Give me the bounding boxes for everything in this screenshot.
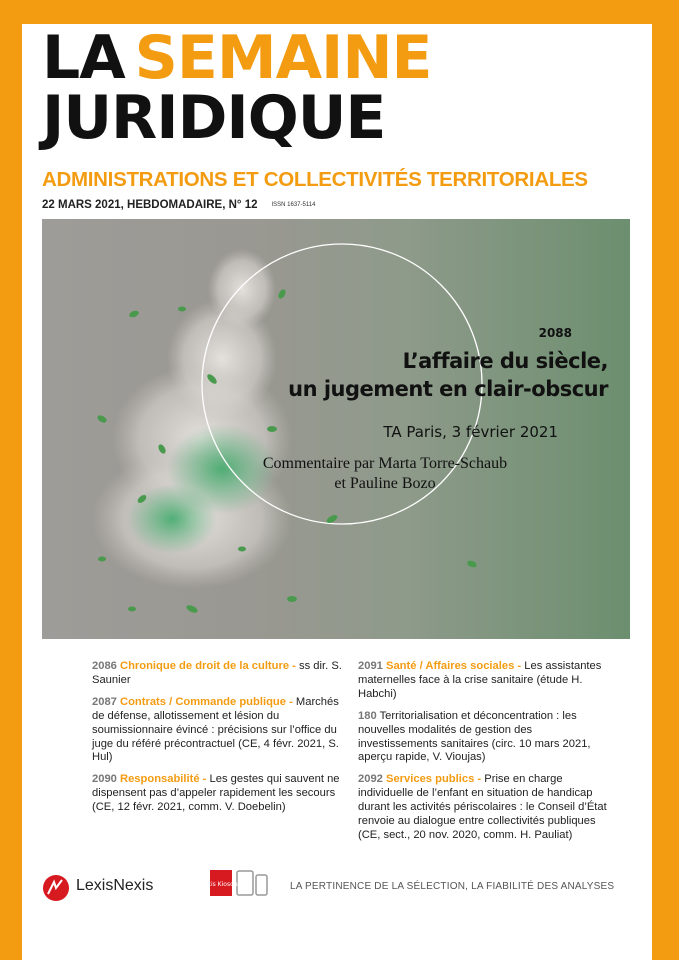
- entry-rubric: Santé / Affaires sociales -: [386, 660, 522, 672]
- masthead-la: LA: [42, 23, 125, 93]
- contents-entry[interactable]: [92, 773, 347, 815]
- masthead-juridique: JURIDIQUE: [42, 83, 386, 153]
- entry-rubric: Contrats / Commande publique -: [120, 695, 293, 708]
- cover-story-reference: TA Paris, 3 février 2021: [383, 423, 558, 441]
- masthead-subtitle: ADMINISTRATIONS ET COLLECTIVITÉS TERRITORIALES: [42, 168, 588, 191]
- cover-story-title-line: L’affaire du siècle,: [402, 349, 608, 373]
- entry-text: Territorialisation et déconcentration : les nouvelles modalités de gestion des investissements sanitaires (circ. 10 mars 2021, aperçu rapide, V. Vioujas): [358, 709, 591, 764]
- entry-rubric: Responsabilité -: [120, 773, 207, 786]
- kiosk-icon[interactable]: [200, 870, 270, 896]
- cover-story-author-line: Commentaire par Marta Torre-Schaub: [262, 455, 508, 472]
- entry-number: 2086: [92, 660, 117, 672]
- contents-entry[interactable]: [358, 660, 613, 702]
- cover-story-title: [228, 347, 608, 403]
- contents-entry[interactable]: [358, 773, 613, 843]
- publisher-name: LexisNexis: [76, 877, 154, 894]
- issue-dateline: [42, 199, 315, 211]
- entry-text: Prise en charge individuelle de l’enfant en situation de handicap durant les activités périscolaires : le Conseil d’État renvoie au dialogue entre collectivités publiques (CE, sect., 20 nov. 2020, comm. H. Pauliat): [358, 773, 607, 841]
- contents-entry[interactable]: [92, 660, 347, 688]
- entry-rubric: Chronique de droit de la culture -: [120, 660, 296, 672]
- issue-date: 22 MARS 2021, HEBDOMADAIRE, N° 12: [42, 199, 258, 211]
- entry-rubric: Services publics -: [386, 773, 482, 786]
- cover-story-authors: [220, 454, 550, 494]
- lexisnexis-logo-icon: [42, 874, 70, 902]
- issn: ISSN 1637-5114: [271, 201, 316, 208]
- contents-left-column: [92, 660, 347, 823]
- contents-entry[interactable]: [92, 696, 347, 766]
- kiosk-label: Lexis Kiosque: [200, 881, 242, 888]
- masthead-semaine: SEMAINE: [134, 23, 432, 93]
- entry-text: Les gestes qui sauvent ne dispensent pas d’appeler rapidement les secours (CE, 12 févr. 2021, comm. V. Doebelin): [92, 773, 340, 814]
- entry-text: ss dir. S. Saunier: [92, 660, 342, 686]
- cover-story-title-line: un jugement en clair-obscur: [288, 377, 608, 401]
- masthead-line-1: [42, 23, 432, 93]
- cover-story-number: 2088: [538, 326, 572, 340]
- entry-number: 2092: [358, 773, 383, 786]
- entry-text: Les assistantes maternelles face à la crise sanitaire (étude H. Habchi): [358, 660, 602, 700]
- entry-number: 2091: [358, 660, 383, 672]
- green-smoke: [127, 484, 217, 554]
- contents-right-column: [358, 660, 613, 851]
- entry-number: 180: [358, 709, 377, 722]
- contents-entry[interactable]: [358, 710, 613, 766]
- entry-number: 2087: [92, 695, 117, 708]
- tagline: LA PERTINENCE DE LA SÉLECTION, LA FIABILITÉ DES ANALYSES: [290, 881, 615, 892]
- entry-number: 2090: [92, 773, 117, 786]
- entry-text: Marchés de défense, allotissement et lésion du soumissionnaire évincé : précisions sur l’office du juge du référé précontractuel (CE, 4 févr. 2021, S. Hul): [92, 695, 339, 764]
- cover-illustration: [42, 219, 630, 639]
- cover-story-author-line: et Pauline Bozo: [334, 475, 436, 492]
